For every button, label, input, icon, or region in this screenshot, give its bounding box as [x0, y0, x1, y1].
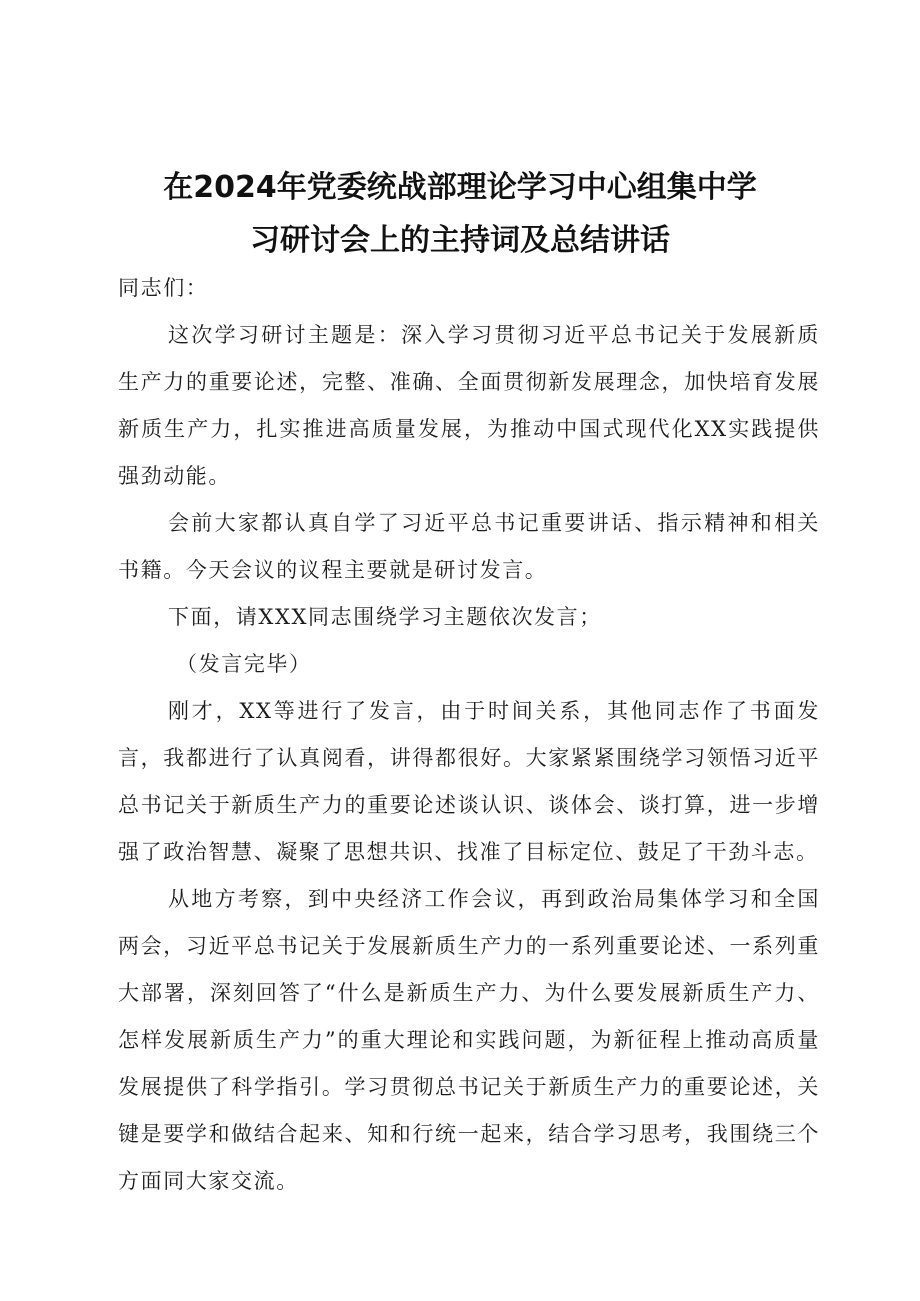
paragraph-background: 从地方考察，到中央经济工作会议，再到政治局集体学习和全国两会，习近平总书记关于发展新质生产力的一系列重要论述、一系列重大部署，深刻回答了“什么是新质生产力、为什么要发展新质生产力、怎样发展新质生产力”的重大理论和实践问题，为新征程上推动高质量发展提供了科学指引。学习贯彻总书记关于新质生产力的重要论述，关键是要学和做结合起来、知和行统一起来，结合学习思考，我围绕三个方面同大家交流。 [118, 887, 820, 1193]
paragraph-summary: 刚才，XX等进行了发言，由于时间关系，其他同志作了书面发言，我都进行了认真阅看，讲得都很好。大家紧紧围绕学习领悟习近平总书记关于新质生产力的重要论述谈认识、谈体会、谈打算，进一步增强了政治智慧、凝聚了思想共识、找准了目标定位、鼓足了干劲斗志。 [118, 699, 820, 864]
paragraph-study-theme: 这次学习研讨主题是：深入学习贯彻习近平总书记关于发展新质生产力的重要论述，完整、准确、全面贯彻新发展理念，加快培育发展新质生产力，扎实推进高质量发展，为推动中国式现代化XX实践提供强劲动能。 [118, 323, 820, 488]
paragraph-speaker-call: 下面，请XXX同志围绕学习主题依次发言； [168, 605, 602, 629]
document-title-line-1: 在2024年党委统战部理论学习中心组集中学 [163, 170, 757, 205]
salutation: 同志们： [118, 276, 209, 300]
paragraph-pre-meeting: 会前大家都认真自学了习近平总书记重要讲话、指示精神和相关书籍。今天会议的议程主要就是研讨发言。 [118, 511, 820, 582]
document-title-line-2: 习研讨会上的主持词及总结讲话 [250, 223, 670, 258]
paragraph-speech-finished: （发言完毕） [176, 652, 312, 676]
document-body [118, 265, 820, 1205]
